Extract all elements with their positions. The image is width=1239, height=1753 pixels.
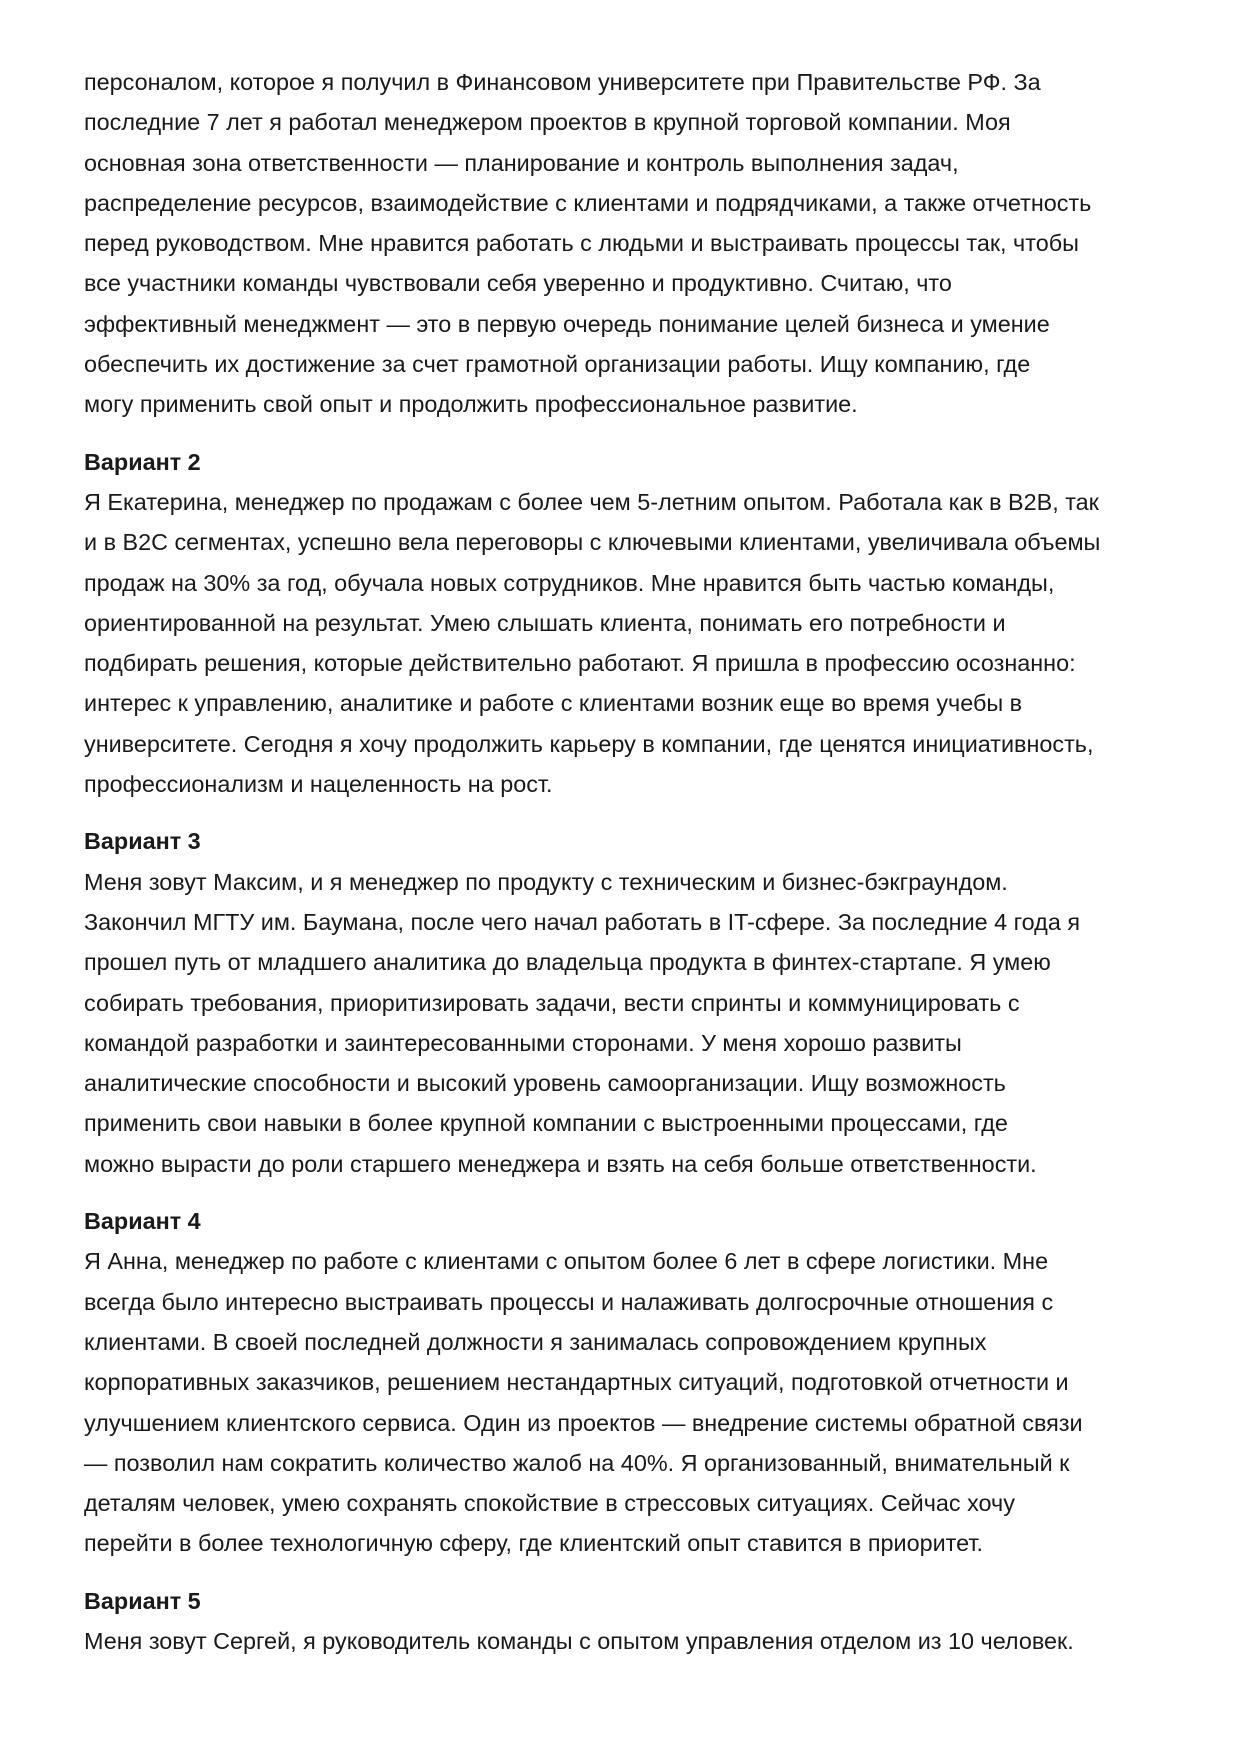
text-line: перейти в более технологичную сферу, где клиентский опыт ставится в приоритет. — [84, 1530, 983, 1557]
text-line: обеспечить их достижение за счет грамотной организации работы. Ищу компанию, где — [84, 351, 1031, 378]
text-line: последние 7 лет я работал менеджером проектов в крупной торговой компании. Моя — [84, 109, 1011, 136]
text-line: эффективный менеджмент — это в первую очередь понимание целей бизнеса и умение — [84, 310, 1050, 337]
text-line: Меня зовут Максим, и я менеджер по продукту с техническим и бизнес-бэкграундом. — [84, 868, 1008, 895]
text-line: клиентами. В своей последней должности я занималась сопровождением крупных — [84, 1328, 987, 1355]
text-line: применить свои навыки в более крупной компании с выстроенными процессами, где — [84, 1110, 1008, 1137]
text-line: и в B2C сегментах, успешно вела переговоры с ключевыми клиентами, увеличивала объемы — [84, 529, 1101, 556]
text-line: можно вырасти до роли старшего менеджера и взять на себя больше ответственности. — [84, 1150, 1037, 1177]
text-line: — позволил нам сократить количество жалоб на 40%. Я организованный, внимательный к — [84, 1449, 1070, 1476]
variant-4-heading: Вариант 4 — [84, 1208, 201, 1235]
variant-4-paragraph — [84, 1241, 1164, 1563]
text-line: улучшением клиентского сервиса. Один из проектов — внедрение системы обратной связи — [84, 1409, 1083, 1436]
text-line: профессионализм и нацеленность на рост. — [84, 771, 553, 798]
text-line: деталям человек, умею сохранять спокойствие в стрессовых ситуациях. Сейчас хочу — [84, 1490, 1015, 1517]
text-line: командой разработки и заинтересованными сторонами. У меня хорошо развиты — [84, 1029, 962, 1056]
text-line: интерес к управлению, аналитике и работе с клиентами возник еще во время учебы в — [84, 690, 1023, 717]
text-line: Закончил МГТУ им. Баумана, после чего начал работать в IT-сфере. За последние 4 года я — [84, 908, 1080, 935]
text-line: прошел путь от младшего аналитика до владельца продукта в финтех-стартапе. Я умею — [84, 949, 1051, 976]
text-line: аналитические способности и высокий уровень самоорганизации. Ищу возможность — [84, 1070, 1006, 1097]
text-line: ориентированной на результат. Умею слышать клиента, понимать его потребности и — [84, 609, 1006, 636]
text-line: продаж на 30% за год, обучала новых сотрудников. Мне нравится быть частью команды, — [84, 569, 1055, 596]
text-line: собирать требования, приоритизировать задачи, вести спринты и коммуницировать с — [84, 989, 1020, 1016]
text-line: университете. Сегодня я хочу продолжить карьеру в компании, где ценятся инициативность, — [84, 730, 1094, 757]
variant-2-heading: Вариант 2 — [84, 448, 201, 475]
variant-3-heading: Вариант 3 — [84, 828, 201, 855]
text-line: Я Екатерина, менеджер по продажам с более чем 5-летним опытом. Работала как в B2B, так — [84, 488, 1099, 515]
variant-5-heading: Вариант 5 — [84, 1587, 201, 1614]
text-line: корпоративных заказчиков, решением нестандартных ситуаций, подготовкой отчетности и — [84, 1369, 1069, 1396]
text-line: Я Анна, менеджер по работе с клиентами с опытом более 6 лет в сфере логистики. Мне — [84, 1248, 1049, 1275]
text-line: могу применить свой опыт и продолжить профессиональное развитие. — [84, 391, 858, 418]
intro-paragraph — [84, 62, 1164, 425]
document-page — [84, 62, 1164, 1661]
variant-2-paragraph — [84, 482, 1164, 804]
text-line: основная зона ответственности — планирование и контроль выполнения задач, — [84, 149, 959, 176]
variant-3-paragraph — [84, 862, 1164, 1184]
text-line: всегда было интересно выстраивать процессы и налаживать долгосрочные отношения с — [84, 1288, 1054, 1315]
text-line: распределение ресурсов, взаимодействие с клиентами и подрядчиками, а также отчетность — [84, 189, 1092, 216]
text-line: Меня зовут Сергей, я руководитель команды с опытом управления отделом из 10 человек. — [84, 1627, 1074, 1654]
text-line: перед руководством. Мне нравится работать с людьми и выстраивать процессы так, чтобы — [84, 230, 1079, 257]
variant-5-paragraph — [84, 1621, 1164, 1661]
text-line: подбирать решения, которые действительно работают. Я пришла в профессию осознанно: — [84, 650, 1076, 677]
text-line: все участники команды чувствовали себя уверенно и продуктивно. Считаю, что — [84, 270, 952, 297]
text-line: персоналом, которое я получил в Финансовом университете при Правительстве РФ. За — [84, 69, 1041, 95]
